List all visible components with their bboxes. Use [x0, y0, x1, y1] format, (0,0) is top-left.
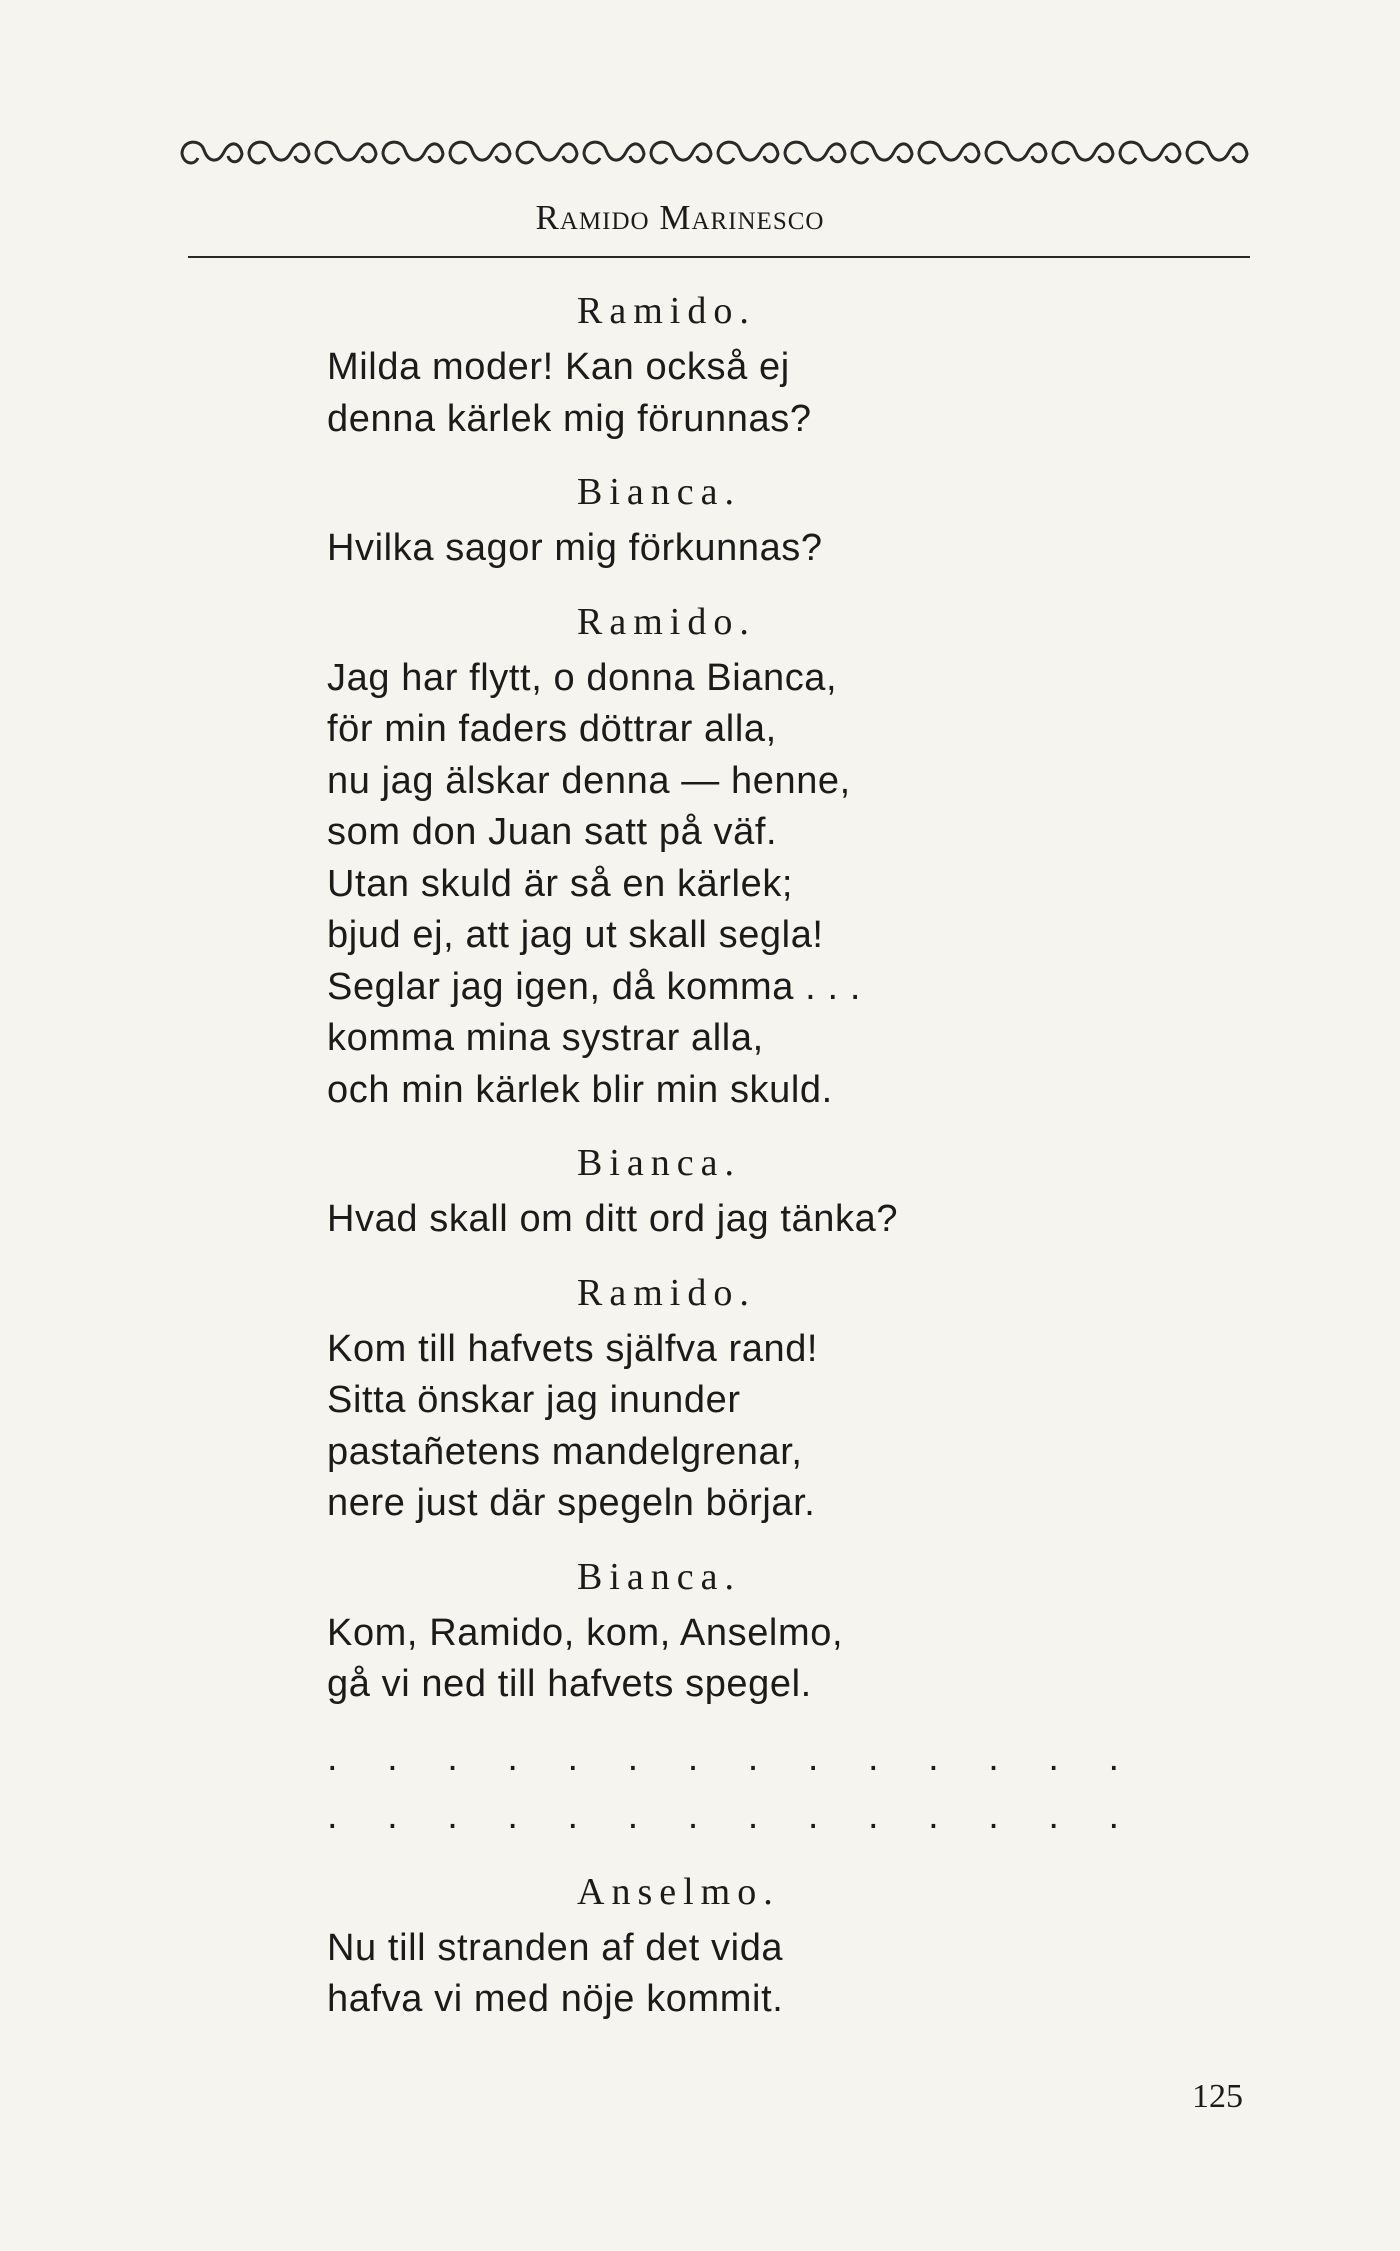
verse-line: nu jag älskar denna — henne, — [327, 759, 851, 802]
verse-line: komma mina systrar alla, — [327, 1017, 764, 1059]
scroll-ornament-icon — [450, 142, 510, 163]
ellipsis-row: . . . . . . . . . . . . . . — [327, 1736, 1139, 1779]
verse-line: för min faders döttrar alla, — [327, 708, 777, 750]
scroll-ornament-icon — [651, 142, 711, 163]
verse-line: Milda moder! Kan också ej — [327, 346, 790, 388]
verse-line: bjud ej, att jag ut skall segla! — [327, 914, 824, 956]
verse-line: Kom till hafvets själfva rand! — [327, 1327, 819, 1370]
verse-line: Hvilka sagor mig förkunnas? — [327, 527, 823, 569]
scroll-ornament-icon — [249, 142, 309, 163]
speaker-name: Bianca. — [577, 1142, 742, 1184]
scroll-ornament-icon — [785, 142, 845, 163]
running-title: Ramido Marinesco — [535, 198, 825, 237]
verse-line: Nu till stranden af det vida — [327, 1926, 784, 1969]
speaker-name: Ramido. — [577, 1271, 756, 1314]
scroll-ornament-icon — [718, 142, 778, 163]
verse-line: Kom, Ramido, kom, Anselmo, — [327, 1611, 844, 1654]
scroll-ornament-icon — [1187, 142, 1247, 163]
decorative-border-ornament — [178, 132, 1250, 172]
scroll-ornament-icon — [852, 142, 912, 163]
speaker-name: Ramido. — [577, 290, 756, 332]
speaker-name: Anselmo. — [577, 1870, 780, 1913]
verse-line: och min kärlek blir min skuld. — [327, 1068, 833, 1111]
scroll-ornament-icon — [986, 142, 1046, 163]
verse-line: som don Juan satt på väf. — [327, 811, 778, 853]
speaker-name: Ramido. — [577, 600, 756, 643]
running-header — [0, 198, 1360, 238]
verse-line: denna kärlek mig förunnas? — [327, 397, 812, 440]
scroll-ornament-icon — [316, 142, 376, 163]
speaker-name: Bianca. — [577, 1555, 742, 1598]
scroll-ornament-icon — [383, 142, 443, 163]
page-number: 125 — [1192, 2078, 1243, 2115]
verse-line: Jag har flytt, o donna Bianca, — [327, 656, 838, 699]
scroll-ornament-icon — [517, 142, 577, 163]
verse-line: Utan skuld är så en kärlek; — [327, 862, 794, 905]
scroll-ornament-icon — [584, 142, 644, 163]
verse-line: pastañetens mandelgrenar, — [327, 1430, 803, 1473]
verse-line: Sitta önskar jag inunder — [327, 1379, 741, 1421]
verse-line: hafva vi med nöje kommit. — [327, 1978, 784, 2020]
scroll-ornament-icon — [1053, 142, 1113, 163]
scroll-ornament-icon — [919, 142, 979, 163]
verse-line: Hvad skall om ditt ord jag tänka? — [327, 1198, 899, 1240]
header-rule — [188, 256, 1250, 258]
scroll-ornament-icon — [1120, 142, 1180, 163]
play-text — [327, 286, 1227, 2026]
speaker-name: Bianca. — [577, 471, 742, 513]
verse-line: nere just där spegeln börjar. — [327, 1482, 816, 1524]
verse-line: gå vi ned till hafvets spegel. — [327, 1663, 812, 1705]
verse-line: Seglar jag igen, då komma . . . — [327, 965, 861, 1008]
scroll-ornament-icon — [182, 142, 242, 163]
ellipsis-row: . . . . . . . . . . . . . . — [327, 1794, 1139, 1837]
